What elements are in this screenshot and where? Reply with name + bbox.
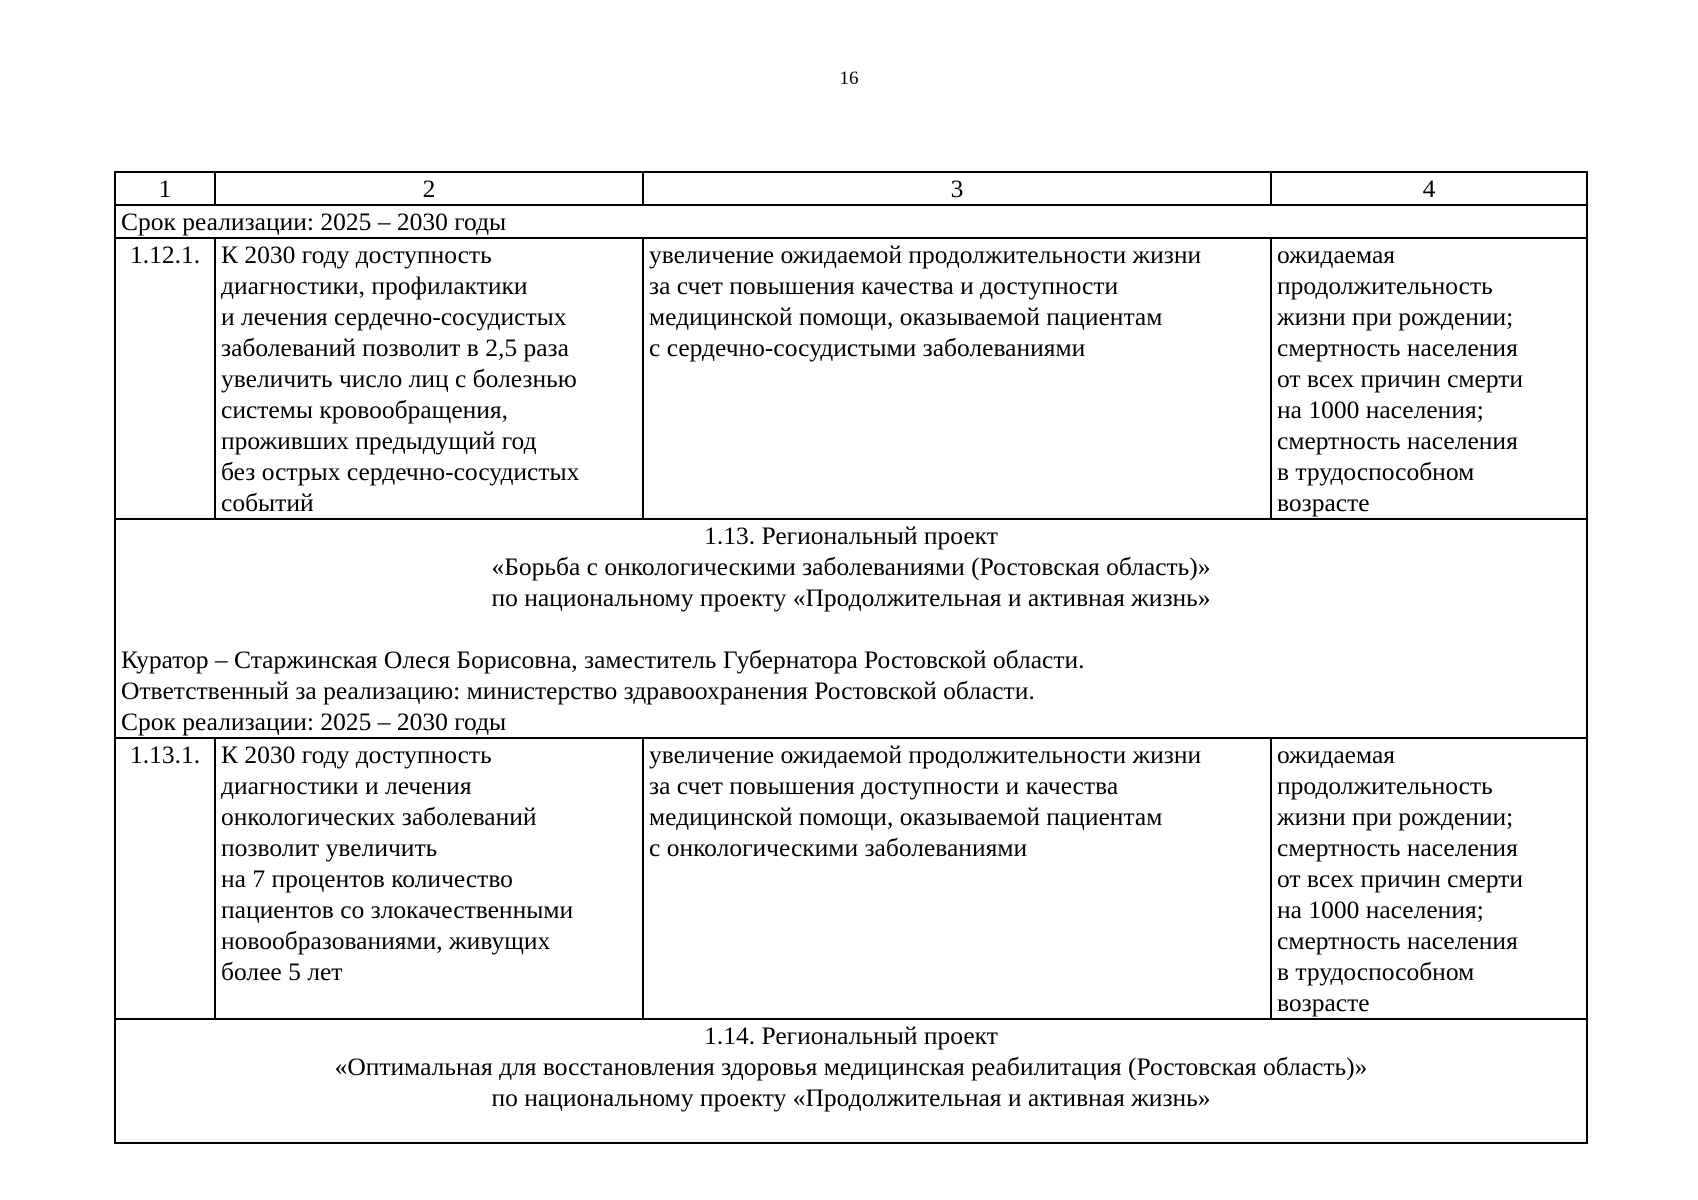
text-line: смертность населения: [1277, 833, 1518, 862]
project-section-cell: [115, 519, 1587, 738]
goal-cell: [215, 238, 643, 519]
text-line: позволит увеличить: [221, 833, 438, 862]
text-line: смертность населения: [1277, 426, 1518, 455]
text-line: возрасте: [1277, 488, 1370, 517]
project-title: [121, 1020, 1581, 1113]
text-line: медицинской помощи, оказываемой пациентам: [649, 302, 1163, 331]
text-line: продолжительность: [1277, 771, 1493, 800]
text-line: жизни при рождении;: [1277, 302, 1514, 331]
text-line: на 1000 населения;: [1277, 895, 1484, 924]
term-row: [115, 205, 1587, 238]
project-title-line: «Борьба с онкологическими заболеваниями (Ростовская область)»: [491, 552, 1211, 581]
document-table: [114, 171, 1588, 1144]
text-line: смертность населения: [1277, 926, 1518, 955]
text-line: в трудоспособном: [1277, 457, 1475, 486]
project-title-line: 1.13. Региональный проект: [704, 521, 998, 550]
table-row: [115, 238, 1587, 519]
text-line: и лечения сердечно-сосудистых: [221, 302, 567, 331]
project-title-line: по национальному проекту «Продолжительная и активная жизнь»: [491, 1083, 1211, 1112]
text-line: системы кровообращения,: [221, 395, 509, 424]
page-number: 16: [839, 68, 859, 89]
project-meta: [121, 644, 1581, 737]
text-line: в трудоспособном: [1277, 957, 1475, 986]
header-cell-1: 1: [115, 172, 215, 205]
project-title: [121, 520, 1581, 613]
text-line: смертность населения: [1277, 333, 1518, 362]
text-line: К 2030 году доступность: [221, 740, 492, 769]
text-line: от всех причин смерти: [1277, 864, 1524, 893]
text-line: возрасте: [1277, 988, 1370, 1017]
responsible-line: Ответственный за реализацию: министерство здравоохранения Ростовской области.: [121, 676, 1035, 705]
term-line: Срок реализации: 2025 – 2030 годы: [121, 707, 507, 736]
text-line: на 1000 населения;: [1277, 395, 1484, 424]
text-line: К 2030 году доступность: [221, 240, 492, 269]
text-line: жизни при рождении;: [1277, 802, 1514, 831]
goal-cell: [215, 738, 643, 1019]
text-line: пациентов со злокачественными: [221, 895, 574, 924]
text-line: с сердечно-сосудистыми заболеваниями: [649, 333, 1086, 362]
text-line: на 7 процентов количество: [221, 864, 513, 893]
project-title-line: 1.14. Региональный проект: [704, 1021, 998, 1050]
row-number: 1.12.1.: [115, 238, 215, 519]
text-line: с онкологическими заболеваниями: [649, 833, 1028, 862]
term-cell: Срок реализации: 2025 – 2030 годы: [115, 205, 1587, 238]
text-line: диагностики, профилактики: [221, 271, 528, 300]
project-section-row: [115, 519, 1587, 738]
effect-cell: [643, 738, 1271, 1019]
text-line: новообразованиями, живущих: [221, 926, 551, 955]
text-line: заболеваний позволит в 2,5 раза: [221, 333, 569, 362]
table-header-row: [115, 172, 1587, 205]
project-title-line: по национальному проекту «Продолжительная и активная жизнь»: [491, 583, 1211, 612]
text-line: без острых сердечно-сосудистых: [221, 457, 580, 486]
header-cell-3: 3: [643, 172, 1271, 205]
project-section-row: [115, 1019, 1587, 1143]
text-line: увеличение ожидаемой продолжительности жизни: [649, 240, 1202, 269]
text-line: событий: [221, 488, 314, 517]
text-line: диагностики и лечения: [221, 771, 472, 800]
project-section-cell: [115, 1019, 1587, 1143]
text-line: за счет повышения доступности и качества: [649, 771, 1119, 800]
text-line: ожидаемая: [1277, 240, 1395, 269]
curator-line: Куратор – Старжинская Олеся Борисовна, заместитель Губернатора Ростовской области.: [121, 645, 1085, 674]
text-line: увеличение ожидаемой продолжительности жизни: [649, 740, 1202, 769]
text-line: увеличить число лиц с болезнью: [221, 364, 577, 393]
indicator-cell: [1271, 738, 1587, 1019]
effect-cell: [643, 238, 1271, 519]
project-title-line: «Оптимальная для восстановления здоровья медицинская реабилитация (Ростовская область)»: [334, 1052, 1368, 1081]
table-row: [115, 738, 1587, 1019]
header-cell-4: 4: [1271, 172, 1587, 205]
text-line: ожидаемая: [1277, 740, 1395, 769]
text-line: за счет повышения качества и доступности: [649, 271, 1119, 300]
text-line: более 5 лет: [221, 957, 343, 986]
text-line: проживших предыдущий год: [221, 426, 537, 455]
text-line: онкологических заболеваний: [221, 802, 537, 831]
text-line: от всех причин смерти: [1277, 364, 1524, 393]
indicator-cell: [1271, 238, 1587, 519]
header-cell-2: 2: [215, 172, 643, 205]
text-line: медицинской помощи, оказываемой пациентам: [649, 802, 1163, 831]
row-number: 1.13.1.: [115, 738, 215, 1019]
text-line: продолжительность: [1277, 271, 1493, 300]
